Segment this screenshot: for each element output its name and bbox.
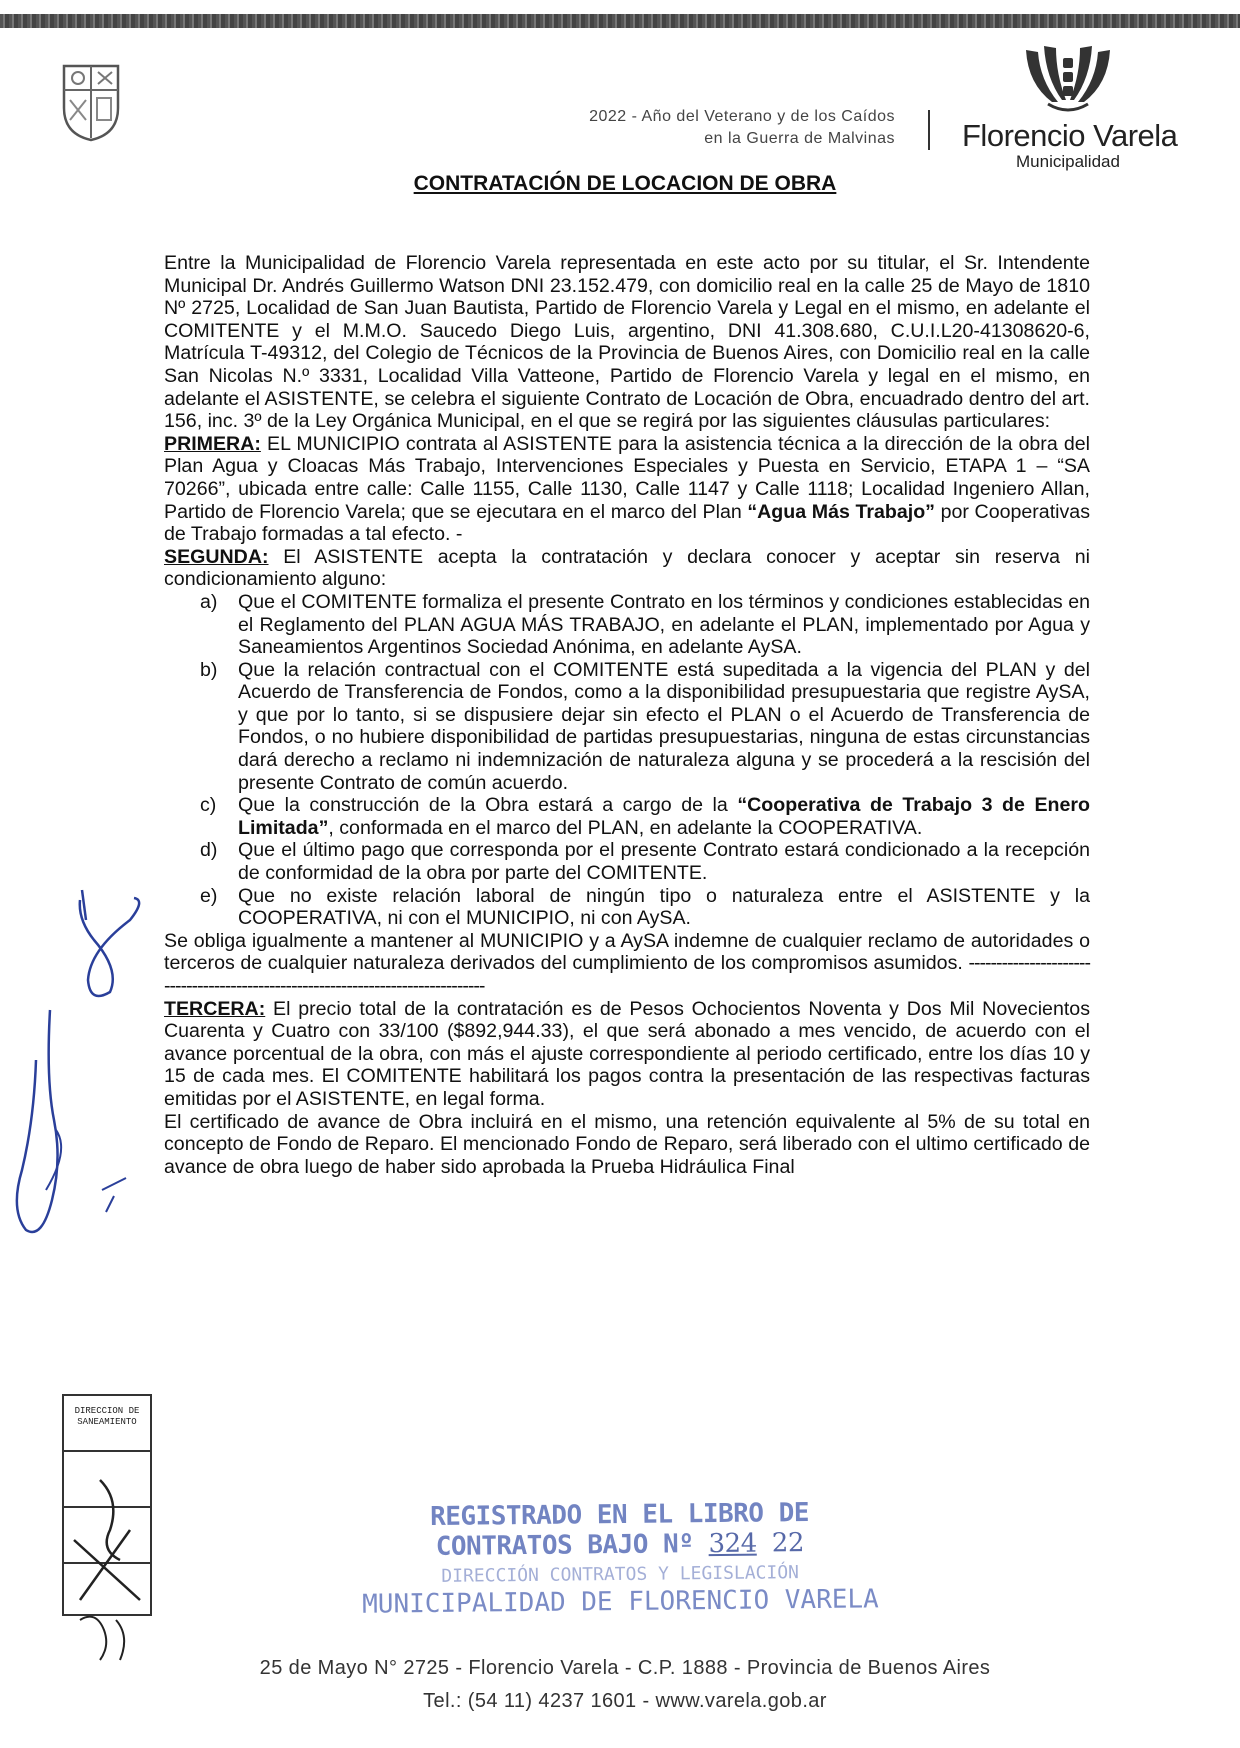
list-item: [164, 794, 1090, 839]
motto-line-1: 2022 - Año del Veterano y de los Caídos: [589, 108, 895, 125]
scan-top-edge: [0, 14, 1240, 28]
clause-segunda-text: El ASISTENTE acepta la contratación y declara conocer y aceptar sin reserva ni condicionamiento alguno:: [164, 545, 1090, 591]
list-item-text-a: Que la construcción de la Obra estará a cargo de la: [238, 794, 738, 817]
header-divider: [928, 110, 930, 150]
margin-box-cell: [64, 1564, 150, 1618]
document-title: CONTRATACIÓN DE LOCACION DE OBRA: [413, 172, 837, 195]
list-marker: a): [200, 590, 218, 613]
clause-primera-plan-name: “Agua Más Trabajo”: [747, 500, 935, 523]
closing-dashes: --------------------------------------------------------------------------------: [164, 952, 1090, 997]
stamp-line-1: [359, 1497, 880, 1562]
margin-initials-box: [62, 1394, 152, 1616]
list-item: [164, 659, 1090, 795]
cooperativa-name: “Cooperativa de Trabajo 3 de Enero Limitada”: [238, 794, 1090, 839]
footer-address: 25 de Mayo N° 2725 - Florencio Varela - C.P. 1888 - Provincia de Buenos Aires: [259, 1657, 991, 1679]
stamp-number: 324: [708, 1528, 757, 1560]
logo-subtitle: Municipalidad: [1016, 152, 1120, 171]
clause-tercera-text: El precio total de la contratación es de Pesos Ochocientos Noventa y Dos Mil Novecientos Cuarenta y Cuatro con 33/100 ($892,944.33), el que será abonado a mes vencido, de acuerdo con el avance porcentual de la obra, con más el ajuste correspondiente al periodo certificado, entre los días 10 y 15 de cada mes. El COMITENTE habilitará los pagos contra la presentación de las respectivas facturas emitidas por el ASISTENTE, en legal forma.: [164, 997, 1090, 1110]
list-marker: e): [200, 884, 218, 907]
handwritten-initial-mark: [60, 880, 150, 1010]
clause-tercera-heading: TERCERA:: [164, 997, 266, 1020]
clause-segunda-heading: SEGUNDA:: [164, 545, 269, 568]
list-item-text: Que el COMITENTE formaliza el presente Contrato en los términos y condiciones establecidas en el Reglamento del PLAN AGUA MÁS TRABAJO, en adelante el PLAN, implementado por Agua y Saneamientos Argentinos Sociedad Anónima, en adelante AySA.: [238, 590, 1090, 659]
clause-primera-text-a: EL MUNICIPIO contrata al ASISTENTE para la asistencia técnica a la dirección de la obra del Plan Agua y Cloacas Más Trabajo, Intervenciones Especiales y Puesta en Servicio, ETAPA 1 – “SA 70266”, ubicada entre calle: Calle 1155, Calle 1130, Calle 1147 y Calle 1118; Localidad Ingeniero Allan, Partido de Florencio Varela; que se ejecutara en el marco del Plan: [164, 432, 1090, 523]
clause-segunda: [164, 546, 1090, 591]
stamp-line-2: DIRECCIÓN CONTRATOS Y LEGISLACIÓN: [441, 1562, 800, 1587]
clause-segunda-list: [164, 591, 1090, 930]
stamp-year: 22: [771, 1528, 805, 1559]
list-marker: b): [200, 658, 218, 681]
retention-paragraph: El certificado de avance de Obra incluirá en el mismo, una retención equivalente al 5% de su total en concepto de Fondo de Reparo. El mencionado Fondo de Reparo, será liberado con el ultimo certificado de avance de obra luego de haber sido aprobada la Prueba Hidráulica Final: [164, 1110, 1090, 1178]
margin-box-cell: [64, 1452, 150, 1508]
list-item-text: Que no existe relación laboral de ningún tipo o naturaleza entre el ASISTENTE y la COOPERATIVA, ni con el MUNICIPIO, ni con AySA.: [238, 884, 1090, 930]
margin-box-header: [64, 1396, 150, 1452]
handwritten-signature: [6, 1000, 136, 1260]
clause-tercera: [164, 998, 1090, 1111]
stamp-registered-text: REGISTRADO EN EL LIBRO DE CONTRATOS BAJO Nº: [429, 1498, 810, 1562]
stamp-line-3: MUNICIPALIDAD DE FLORENCIO VARELA: [362, 1584, 879, 1620]
list-item-text: Que la relación contractual con el COMITENTE está supeditada a la vigencia del PLAN y del Acuerdo de Transferencia de Fondos, como a la disponibilidad presupuestaria que registre AySA, y que por lo tanto, si se dispusiere dejar sin efecto el PLAN o el Acuerdo de Transferencia de Fondos, o no hubiere disponibilidad de partidas presupuestarias, ninguna de estas circunstancias dará derecho a reclamo ni indemnización de naturaleza alguna y se procederá a la rescisión del presente Contrato de común acuerdo.: [238, 658, 1090, 794]
page-footer: [0, 1652, 1240, 1718]
margin-box-cell: [64, 1508, 150, 1564]
list-marker: c): [200, 794, 217, 817]
motto-line-2: en la Guerra de Malvinas: [704, 130, 895, 147]
footer-contact: Tel.: (54 11) 4237 1601 - www.varela.gob.ar: [423, 1690, 827, 1712]
florencio-varela-logo-icon: [1018, 44, 1118, 116]
list-item-text-b: , conformada en el marco del PLAN, en adelante la COOPERATIVA.: [328, 816, 923, 839]
list-item: [164, 885, 1090, 930]
registration-stamp: [359, 1497, 880, 1619]
clause-segunda-closing: [164, 930, 1090, 998]
contract-body: [164, 252, 1090, 1178]
closing-text: Se obliga igualmente a mantener al MUNICIPIO y a AySA indemne de cualquier reclamo de autoridades o terceros de cualquier naturaleza derivados del cumplimiento de los compromisos asumidos.: [164, 929, 1090, 975]
header-motto: [589, 106, 895, 150]
list-item: [164, 839, 1090, 884]
logo-name: Florencio Varela: [962, 118, 1178, 153]
municipal-crest-icon: [58, 60, 124, 144]
intro-paragraph: Entre la Municipalidad de Florencio Varela representada en este acto por su titular, el Sr. Intendente Municipal Dr. Andrés Guillermo Watson DNI 23.152.479, con domicilio real en la calle 25 de Mayo de 1810 Nº 2725, Localidad de San Juan Bautista, Partido de Florencio Varela y Legal en el mismo, en adelante el COMITENTE y el M.M.O. Saucedo Diego Luis, argentino, DNI 41.308.680, C.U.I.L20-41308620-6, Matrícula T-49312, del Colegio de Técnicos de la Provincia de Buenos Aires, con Domicilio real en la calle San Nicolas N.º 3331, Localidad Villa Vatteone, Partido de Florencio Varela y legal en el mismo, en adelante el ASISTENTE, se celebra el siguiente Contrato de Locación de Obra, encuadrado dentro del art. 156, inc. 3º de la Ley Orgánica Municipal, en el que se regirá por las siguientes cláusulas particulares:: [164, 252, 1090, 433]
clause-primera-text-b: por Cooperativas de Trabajo formadas a tal efecto. -: [164, 500, 1090, 546]
list-marker: d): [200, 839, 218, 862]
list-item: [164, 591, 1090, 659]
clause-primera: [164, 433, 1090, 546]
list-item-text: Que el último pago que corresponda por el presente Contrato estará condicionado a la recepción de conformidad de la obra por parte del COMITENTE.: [238, 839, 1090, 885]
clause-primera-heading: PRIMERA:: [164, 432, 261, 455]
margin-box-label: DIRECCION DE SANEAMIENTO: [74, 1406, 140, 1427]
